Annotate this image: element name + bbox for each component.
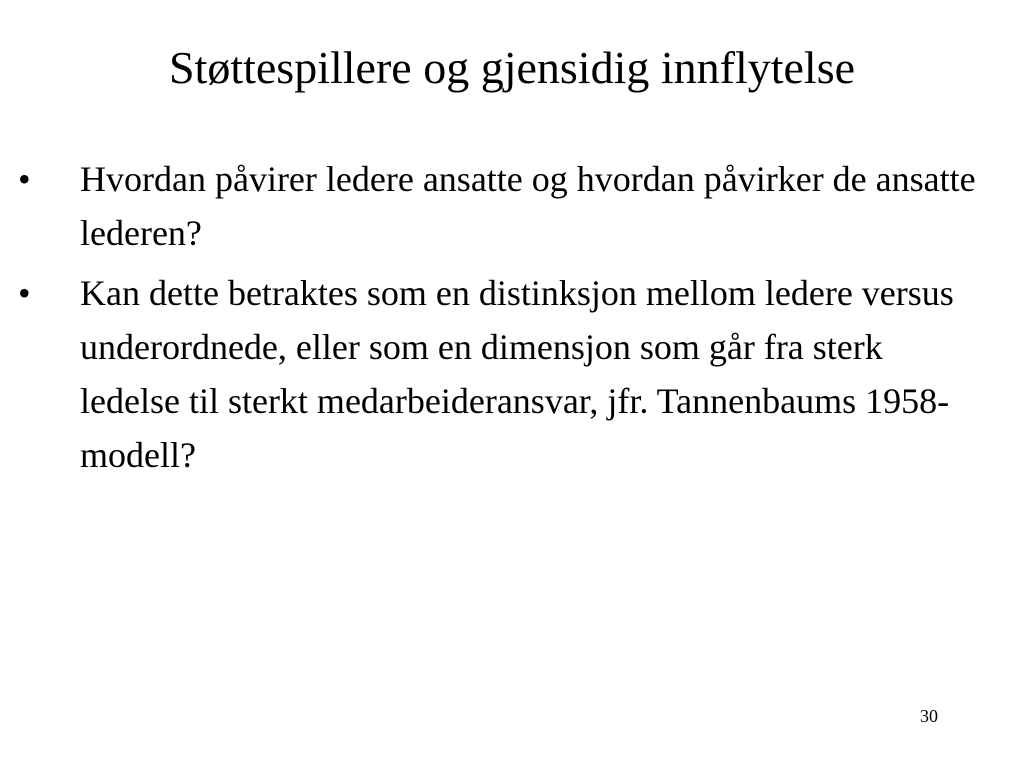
bullet-marker: •: [18, 159, 31, 199]
bullet-item: [18, 152, 978, 260]
page-number: 30: [920, 706, 938, 726]
bullet-marker: •: [18, 273, 31, 313]
bullet-list: [18, 152, 978, 488]
bullet-text: Kan dette betraktes som en distinksjon mellom ledere versus underordnede, eller som en dimensjon som går fra sterk ledelse til sterkt medarbeideransvar, jfr. Tannenbaums 1958-modell?: [80, 273, 954, 475]
bullet-text: Hvordan påvirer ledere ansatte og hvordan påvirker de ansatte lederen?: [80, 159, 976, 253]
slide-title: Støttespillere og gjensidig innflytelse: [168, 42, 856, 93]
bullet-item: [18, 266, 978, 482]
